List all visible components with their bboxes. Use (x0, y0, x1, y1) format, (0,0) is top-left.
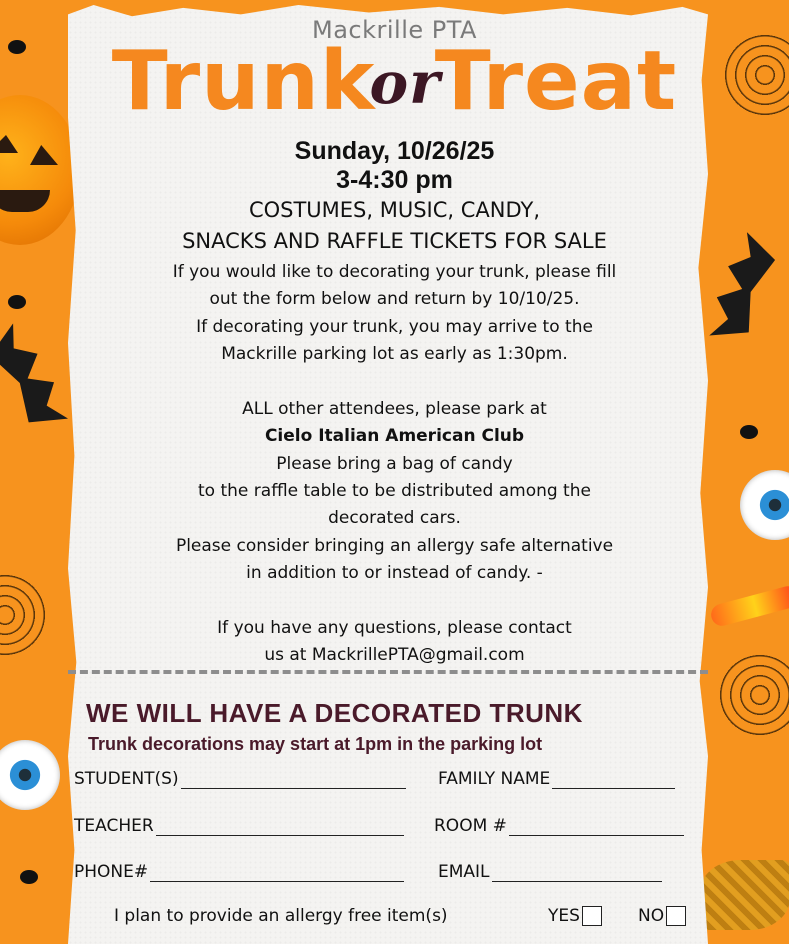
body-line: to the raffle table to be distributed among the (198, 481, 591, 501)
allergy-question: I plan to provide an allergy free item(s) (114, 906, 448, 926)
organization-name: Mackrille PTA (312, 16, 477, 44)
family-name-blank[interactable] (552, 771, 675, 789)
body-line: If you would like to decorating your trunk, please fill (172, 262, 617, 282)
title-trunk: Trunk (111, 34, 376, 129)
room-label: ROOM # (434, 816, 507, 836)
room-blank[interactable] (509, 818, 684, 836)
student-label: STUDENT(S) (74, 769, 179, 789)
body-line: decorated cars. (328, 508, 461, 528)
family-name-field[interactable] (438, 769, 675, 789)
teacher-blank[interactable] (156, 818, 404, 836)
no-checkbox[interactable] (666, 906, 686, 926)
form-subtitle: Trunk decorations may start at 1pm in the parking lot (88, 734, 543, 754)
family-name-label: FAMILY NAME (438, 769, 551, 789)
teacher-label: TEACHER (74, 816, 154, 836)
body-line: If decorating your trunk, you may arrive to the (196, 317, 593, 337)
cut-line-divider (68, 670, 708, 674)
body-line: ALL other attendees, please park at (242, 399, 547, 419)
no-option[interactable] (638, 906, 686, 926)
ribbon-image (700, 860, 789, 930)
student-field[interactable] (74, 769, 406, 789)
email-label: EMAIL (438, 862, 490, 882)
body-line: Mackrille parking lot as early as 1:30pm. (221, 344, 568, 364)
event-time: 3-4:30 pm (336, 166, 453, 194)
features-line-1: COSTUMES, MUSIC, CANDY, (248, 198, 541, 222)
contact-email: us at MackrillePTA@gmail.com (264, 645, 525, 665)
event-date: Sunday, 10/26/25 (294, 137, 495, 165)
venue-name: Cielo Italian American Club (264, 426, 525, 446)
spider-image (20, 870, 38, 884)
email-field[interactable] (438, 862, 662, 882)
yes-checkbox[interactable] (582, 906, 602, 926)
form-title: WE WILL HAVE A DECORATED TRUNK (86, 698, 583, 728)
body-line: Please bring a bag of candy (276, 454, 513, 474)
yes-label: YES (548, 906, 580, 926)
body-line: Please consider bringing an allergy safe alternative (175, 536, 614, 556)
body-line: in addition to or instead of candy. - (246, 563, 543, 583)
phone-field[interactable] (74, 862, 404, 882)
title-or: or (369, 49, 441, 117)
phone-label: PHONE# (74, 862, 149, 882)
title-treat: Treat (434, 34, 678, 129)
student-blank[interactable] (181, 771, 406, 789)
phone-blank[interactable] (150, 864, 404, 882)
room-field[interactable] (434, 816, 684, 836)
event-title (0, 34, 789, 129)
features-line-2: SNACKS AND RAFFLE TICKETS FOR SALE (182, 229, 607, 253)
teacher-field[interactable] (74, 816, 404, 836)
yes-option[interactable] (548, 906, 602, 926)
email-blank[interactable] (492, 864, 662, 882)
no-label: NO (638, 906, 665, 926)
eyeball-image-left (0, 740, 60, 810)
body-line: out the form below and return by 10/10/25. (209, 289, 580, 309)
body-line: If you have any questions, please contact (217, 618, 572, 638)
